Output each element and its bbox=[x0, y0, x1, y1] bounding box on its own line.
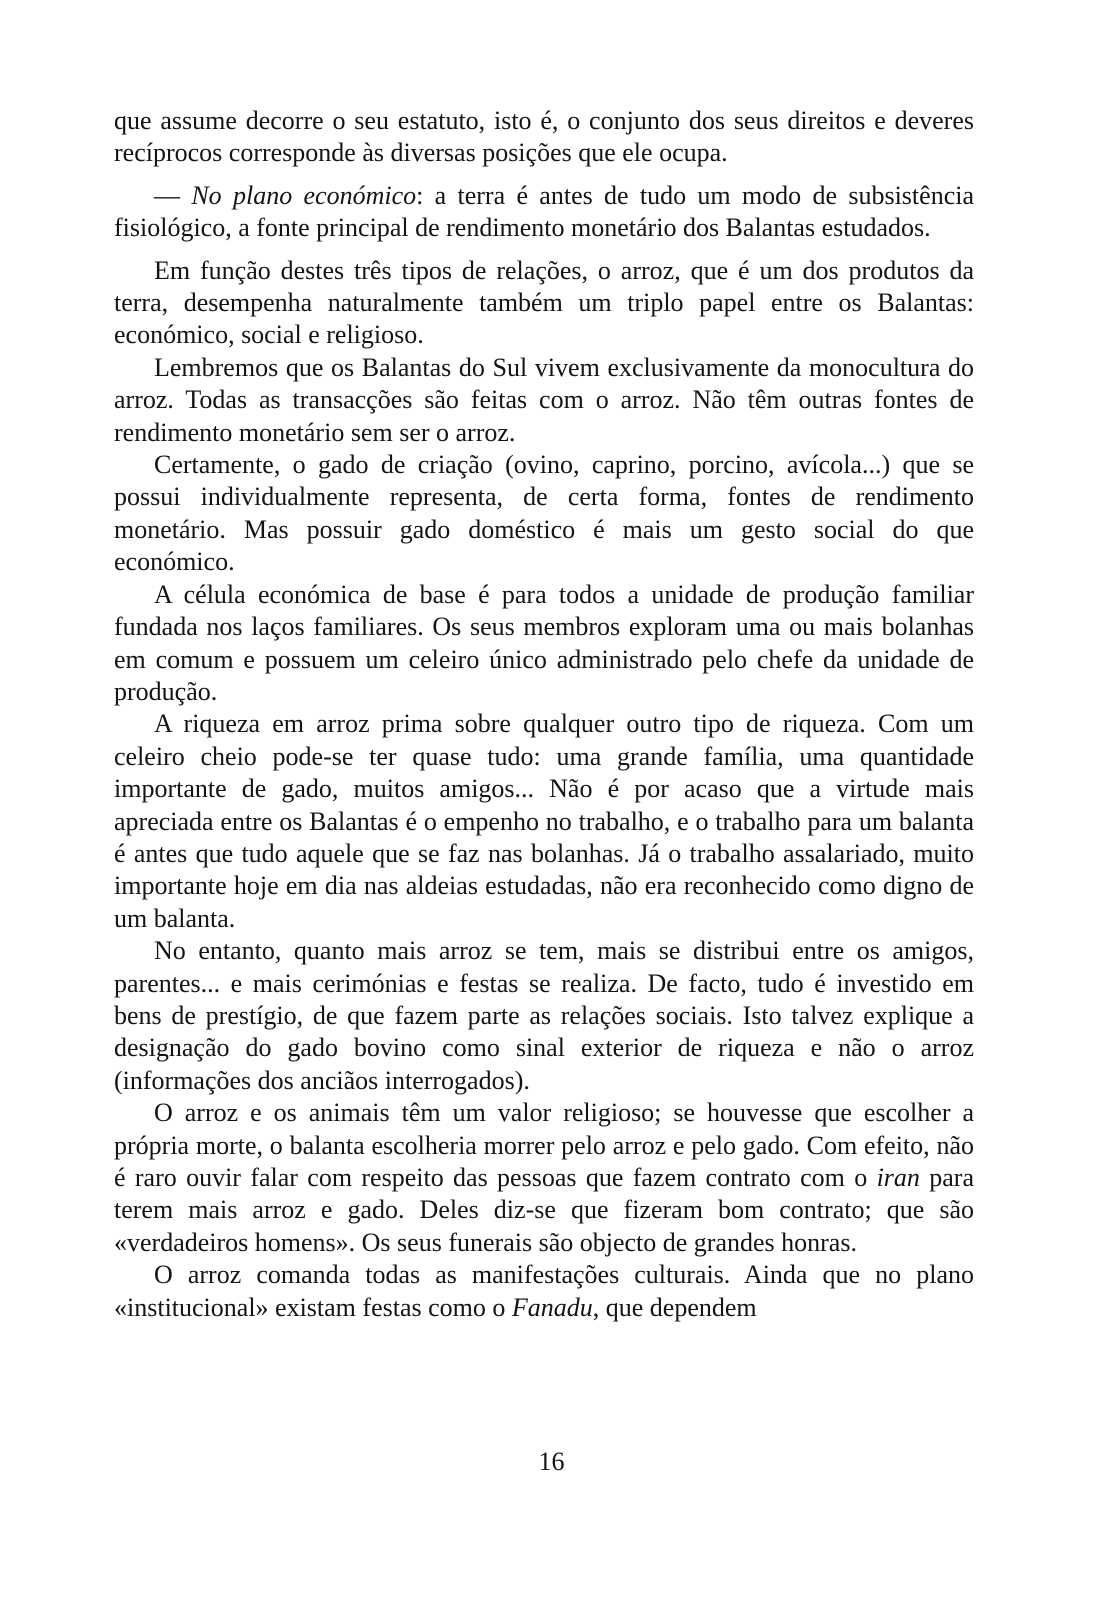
paragraph bbox=[114, 579, 974, 709]
text-run: O arroz e os animais têm um valor religioso; se houvesse que escolher a própria morte, o balanta escolheria morrer pelo arroz e pelo gado. Com efeito, não é raro ouvir falar com respeito das pessoas que fazem contrato com o bbox=[114, 1098, 974, 1192]
text-run: No entanto, quanto mais arroz se tem, mais se distribui entre os amigos, parentes... e mais cerimónias e festas se realiza. De facto, tudo é investido em bens de prestígio, de que fazem parte as relações sociais. Isto talvez explique a designação do gado bovino como sinal exterior de riqueza e não o arroz (informações dos anciãos interrogados). bbox=[114, 936, 974, 1095]
italic-term: iran bbox=[876, 1163, 920, 1192]
text-run: Certamente, o gado de criação (ovino, caprino, porcino, avícola...) que se possui individualmente representa, de certa forma, fontes de rendimento monetário. Mas possuir gado doméstico é mais um gesto social do que económico. bbox=[114, 450, 974, 577]
paragraph bbox=[114, 352, 974, 449]
paragraph bbox=[114, 449, 974, 579]
paragraph bbox=[114, 1259, 974, 1324]
text-run: Lembremos que os Balantas do Sul vivem exclusivamente da monocultura do arroz. Todas as transacções são feitas com o arroz. Não têm outras fontes de rendimento monetário sem ser o arroz. bbox=[114, 352, 974, 447]
text-run: : a terra é antes de tudo um modo de subsistência fisiológico, a fonte principal de rendimento monetário dos Balantas estudados. bbox=[114, 180, 974, 243]
page-number: 16 bbox=[538, 1447, 565, 1476]
text-run: que assume decorre o seu estatuto, isto é, o conjunto dos seus direitos e deveres recíprocos corresponde às diversas posições que ele ocupa. bbox=[114, 106, 974, 168]
text-run: A célula económica de base é para todos a unidade de produção familiar fundada nos laços familiares. Os seus membros exploram uma ou mais bolanhas em comum e possuem um celeiro único administrado pelo chefe da unidade de produção. bbox=[114, 579, 974, 706]
text-run: O arroz comanda todas as manifestações culturais. Ainda que no plano «institucional» existam festas como o bbox=[114, 1260, 974, 1322]
italic-term: Fanadu bbox=[511, 1292, 593, 1322]
text-run: A riqueza em arroz prima sobre qualquer outro tipo de riqueza. Com um celeiro cheio pode-se ter quase tudo: uma grande família, uma quantidade importante de gado, muitos amigos... Não é por acaso que a virtude mais apreciada entre os Balantas é o empenho no trabalho, e o trabalho para um balanta é antes que tudo aquele que se faz nas bolanhas. Já o trabalho assalariado, muito importante hoje em dia nas aldeias estudadas, não era reconhecido como digno de um balanta. bbox=[114, 709, 974, 933]
paragraph bbox=[114, 255, 974, 352]
text-run: Em função destes três tipos de relações, o arroz, que é um dos produtos da terra, desempenha naturalmente também um triplo papel entre os Balantas: económico, social e religioso. bbox=[114, 255, 974, 350]
italic-term: No plano económico bbox=[191, 180, 417, 210]
text-run: — bbox=[154, 180, 192, 210]
paragraph bbox=[114, 708, 974, 935]
body-text bbox=[114, 105, 974, 1324]
paragraph bbox=[114, 1097, 974, 1259]
text-run: , que dependem bbox=[592, 1292, 757, 1322]
paragraph bbox=[114, 105, 974, 170]
paragraph bbox=[114, 935, 974, 1097]
paragraph bbox=[114, 180, 974, 245]
text-run: para terem mais arroz e gado. Deles diz-se que fizeram bom contrato; que são «verdadeiros homens». Os seus funerais são objecto de grandes honras. bbox=[114, 1163, 974, 1257]
